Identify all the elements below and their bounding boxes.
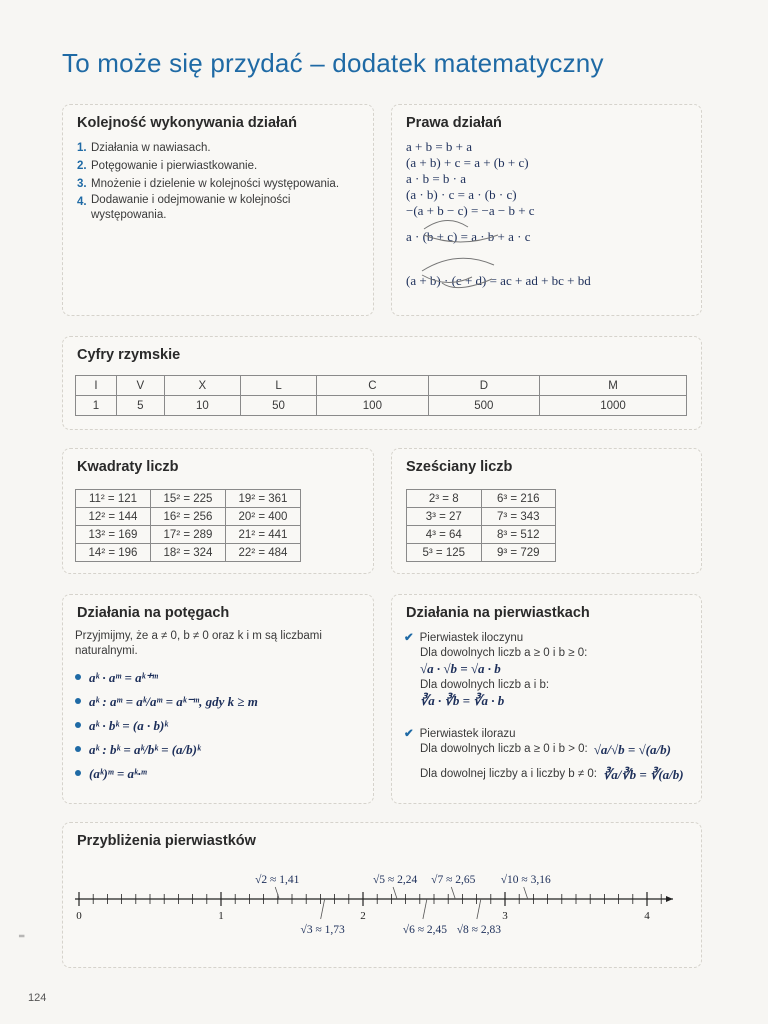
table-cell: 3³ = 27: [407, 508, 482, 526]
table-cell: 7³ = 343: [481, 508, 556, 526]
table-cell: 6³ = 216: [481, 490, 556, 508]
tick-label: 2: [360, 910, 366, 922]
roman-table: [75, 375, 687, 416]
quotient-condition: Dla dowolnej liczby a i liczby b ≠ 0:: [420, 768, 597, 780]
law-line: a + b = b + a: [406, 139, 473, 154]
approximations-box: [62, 822, 702, 968]
bullet-icon: [75, 770, 81, 776]
table-cell: 18² = 324: [151, 544, 226, 562]
list-item: (aᵏ)ᵐ = aᵏ·ᵐ: [75, 761, 325, 785]
table-cell: 100: [317, 396, 428, 416]
cubes-title: Sześciany liczb: [406, 459, 513, 475]
order-of-operations-box: [62, 104, 374, 316]
table-row: [76, 508, 301, 526]
table-cell: 2³ = 8: [407, 490, 482, 508]
quotient-section: [404, 727, 694, 782]
tick-label: 4: [644, 910, 650, 922]
mark-label: √6 ≈ 2,45: [402, 924, 448, 936]
mark-label: √2 ≈ 1,41: [255, 874, 300, 886]
bullet-icon: [75, 746, 81, 752]
mark-label: √10 ≈ 3,16: [500, 874, 551, 886]
table-cell: 15² = 225: [151, 490, 226, 508]
squares-table: [75, 489, 301, 562]
tick-label: 1: [218, 910, 224, 922]
list-item: aᵏ : aᵐ = aᵏ/aᵐ = aᵏ⁻ᵐ, gdy k ≥ m: [75, 689, 325, 713]
product-formula: ∛a · ∛b = ∛a · b: [420, 693, 505, 708]
table-cell: 14² = 196: [76, 544, 151, 562]
table-cell: 5: [116, 396, 164, 416]
table-cell: 20² = 400: [226, 508, 301, 526]
laws-box: [391, 104, 702, 316]
powers-intro: Przyjmijmy, że a ≠ 0, b ≠ 0 oraz k i m są liczbami naturalnymi.: [75, 630, 322, 657]
law-line: −(a + b − c) = −a − b + c: [406, 203, 535, 218]
table-row: [76, 544, 301, 562]
order-title: Kolejność wykonywania działań: [77, 115, 297, 131]
table-cell: X: [164, 376, 240, 396]
table-cell: C: [317, 376, 428, 396]
list-item: 2. Potęgowanie i pierwiastkowanie.: [77, 160, 258, 172]
powers-title: Działania na potęgach: [77, 605, 230, 621]
table-cell: I: [76, 376, 117, 396]
page-number: 124: [28, 992, 47, 1004]
list-item: 4. Dodawanie i odejmowanie w kolejności występowania.: [77, 194, 291, 221]
squares-title: Kwadraty liczb: [77, 459, 179, 475]
mark-pointer: [477, 899, 481, 919]
cubes-box: [391, 448, 702, 574]
tick-label: 0: [76, 910, 82, 922]
approximations-title: Przybliżenia pierwiastków: [77, 833, 256, 849]
table-cell: 9³ = 729: [481, 544, 556, 562]
list-item: aᵏ · bᵏ = (a · b)ᵏ: [75, 713, 325, 737]
list-item: aᵏ · aᵐ = aᵏ⁺ᵐ: [75, 665, 325, 689]
table-cell: D: [428, 376, 539, 396]
axis-arrow-icon: [666, 896, 673, 902]
roman-box: [62, 336, 702, 430]
table-cell: 500: [428, 396, 539, 416]
roman-title: Cyfry rzymskie: [77, 347, 181, 363]
table-cell: 1000: [540, 396, 687, 416]
distributive-arrows-icon: [402, 209, 532, 299]
bullet-icon: [75, 722, 81, 728]
table-row: [76, 376, 687, 396]
quotient-formula: √a/√b = √(a/b): [593, 742, 671, 757]
table-row: [407, 508, 556, 526]
mark-pointer: [451, 887, 455, 899]
list-item: 1. Działania w nawiasach.: [77, 142, 211, 154]
table-cell: 10: [164, 396, 240, 416]
table-cell: 13² = 169: [76, 526, 151, 544]
table-row: [76, 526, 301, 544]
laws-title: Prawa działań: [406, 115, 502, 131]
table-cell: 8³ = 512: [481, 526, 556, 544]
checkmark-icon: ✔: [404, 728, 414, 740]
quotient-formula: ∛a/∛b = ∛(a/b): [602, 767, 684, 782]
squares-box: [62, 448, 374, 574]
table-cell: 4³ = 64: [407, 526, 482, 544]
law-line: (a · b) · c = a · (b · c): [406, 187, 517, 202]
margin-mark-icon: ⁼: [18, 930, 26, 946]
order-list: [77, 139, 361, 223]
table-cell: M: [540, 376, 687, 396]
table-cell: 5³ = 125: [407, 544, 482, 562]
table-row: [407, 544, 556, 562]
roots-box: [391, 594, 702, 804]
table-cell: 22² = 484: [226, 544, 301, 562]
mark-label: √8 ≈ 2,83: [456, 924, 501, 936]
mark-label: √3 ≈ 1,73: [300, 924, 345, 936]
number-line: [63, 823, 703, 969]
table-cell: 1: [76, 396, 117, 416]
powers-list: [75, 629, 325, 785]
mark-pointer: [321, 899, 325, 919]
table-cell: V: [116, 376, 164, 396]
table-row: [76, 396, 687, 416]
powers-box: [62, 594, 374, 804]
product-formula: √a · √b = √a · b: [420, 661, 501, 676]
table-row: [76, 490, 301, 508]
table-row: [407, 490, 556, 508]
tick-label: 3: [502, 910, 508, 922]
list-item: aᵏ : bᵏ = aᵏ/bᵏ = (a/b)ᵏ: [75, 737, 325, 761]
product-section: [404, 631, 587, 708]
law-line: (a + b) + c = a + (b + c): [406, 155, 529, 170]
table-cell: L: [240, 376, 316, 396]
table-cell: 12² = 144: [76, 508, 151, 526]
cubes-table: [406, 489, 556, 562]
mark-label: √5 ≈ 2,24: [372, 874, 418, 886]
mark-pointer: [393, 887, 397, 899]
product-condition: Dla dowolnych liczb a ≥ 0 i b ≥ 0:: [420, 647, 588, 659]
quotient-condition: Dla dowolnych liczb a ≥ 0 i b > 0:: [420, 743, 588, 755]
bullet-icon: [75, 674, 81, 680]
table-cell: 17² = 289: [151, 526, 226, 544]
list-item: 3. Mnożenie i dzielenie w kolejności występowania.: [77, 178, 340, 190]
table-row: [407, 526, 556, 544]
quotient-heading: Pierwiastek ilorazu: [419, 728, 516, 740]
table-cell: 11² = 121: [76, 490, 151, 508]
page-title: To może się przydać – dodatek matematyczny: [62, 48, 604, 78]
product-condition: Dla dowolnych liczb a i b:: [420, 679, 550, 691]
table-cell: 16² = 256: [151, 508, 226, 526]
mark-pointer: [275, 887, 279, 899]
mark-pointer: [423, 899, 427, 919]
table-cell: 19² = 361: [226, 490, 301, 508]
bullet-icon: [75, 698, 81, 704]
law-line: (a + b) · (c + d) = ac + ad + bc + bd: [406, 273, 591, 288]
product-heading: Pierwiastek iloczynu: [419, 632, 524, 644]
table-cell: 50: [240, 396, 316, 416]
checkmark-icon: ✔: [404, 632, 414, 644]
mark-label: √7 ≈ 2,65: [431, 874, 476, 886]
roots-title: Działania na pierwiastkach: [406, 605, 590, 621]
table-cell: 21² = 441: [226, 526, 301, 544]
law-line: a · (b + c) = a · b + a · c: [406, 229, 531, 244]
mark-pointer: [524, 887, 528, 899]
law-line: a · b = b · a: [406, 171, 467, 186]
